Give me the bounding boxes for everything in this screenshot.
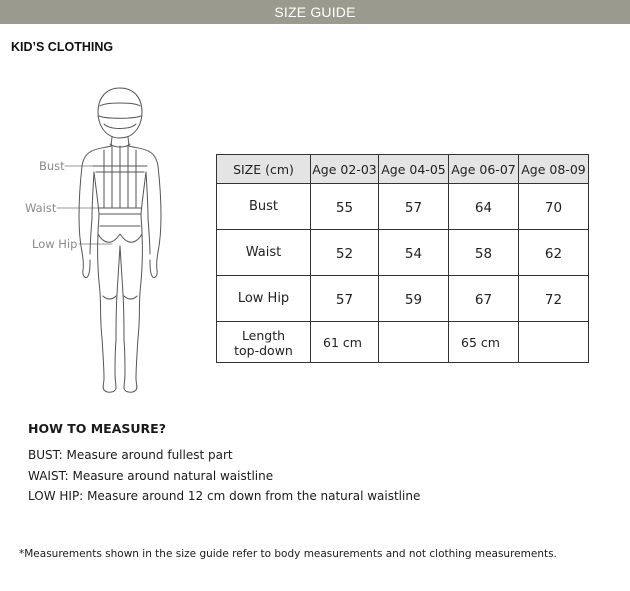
child-body-outline-icon <box>20 84 220 402</box>
row-label-low-hip: Low Hip <box>217 276 311 322</box>
row-label-waist: Waist <box>217 230 311 276</box>
measure-term: LOW HIP: <box>28 489 84 503</box>
measure-text: Measure around fullest part <box>66 448 233 462</box>
table-cell: 67 <box>449 276 519 322</box>
table-cell: 64 <box>449 184 519 230</box>
body-measurement-figure <box>20 84 220 402</box>
table-cell: 61 cm <box>311 322 379 363</box>
header-age-04-05: Age 04-05 <box>379 155 449 184</box>
how-to-measure-title: HOW TO MEASURE? <box>28 421 166 436</box>
table-cell: 65 cm <box>449 322 519 363</box>
section-title: KID’S CLOTHING <box>11 40 114 54</box>
banner-title: SIZE GUIDE <box>274 4 356 20</box>
table-cell: 55 <box>311 184 379 230</box>
header-age-08-09: Age 08-09 <box>519 155 589 184</box>
measure-instruction-bust <box>28 445 420 466</box>
size-guide-banner <box>0 0 630 24</box>
measure-instruction-low-hip <box>28 486 420 507</box>
row-label-length-line2: top-down <box>234 343 293 358</box>
table-cell <box>519 322 589 363</box>
table-cell: 54 <box>379 230 449 276</box>
how-to-measure-section <box>28 421 420 507</box>
measure-term: BUST: <box>28 448 63 462</box>
row-label-length <box>217 322 311 363</box>
table-row-length <box>217 322 589 363</box>
table-row-waist <box>217 230 589 276</box>
table-cell <box>379 322 449 363</box>
table-row-bust <box>217 184 589 230</box>
row-label-bust: Bust <box>217 184 311 230</box>
measure-term: WAIST: <box>28 468 69 483</box>
table-cell: 58 <box>449 230 519 276</box>
table-cell: 57 <box>311 276 379 322</box>
waist-label: Waist <box>25 201 57 215</box>
table-row-low-hip <box>217 276 589 322</box>
measure-instruction-waist <box>28 466 420 487</box>
size-table <box>216 154 589 363</box>
header-size-cm: SIZE (cm) <box>217 155 311 184</box>
bust-label: Bust <box>39 159 65 173</box>
measurement-footnote: *Measurements shown in the size guide refer to body measurements and not clothing measurements. <box>19 548 557 560</box>
table-cell: 62 <box>519 230 589 276</box>
table-cell: 72 <box>519 276 589 322</box>
row-label-length-line1: Length <box>241 328 286 343</box>
table-header-row <box>217 155 589 184</box>
table-cell: 52 <box>311 230 379 276</box>
measure-text: Measure around natural waistline <box>72 468 274 483</box>
table-cell: 70 <box>519 184 589 230</box>
header-age-06-07: Age 06-07 <box>449 155 519 184</box>
header-age-02-03: Age 02-03 <box>311 155 379 184</box>
table-cell: 59 <box>379 276 449 322</box>
table-cell: 57 <box>379 184 449 230</box>
measure-text: Measure around 12 cm down from the natural waistline <box>87 489 421 503</box>
low-hip-label: Low Hip <box>32 237 78 251</box>
